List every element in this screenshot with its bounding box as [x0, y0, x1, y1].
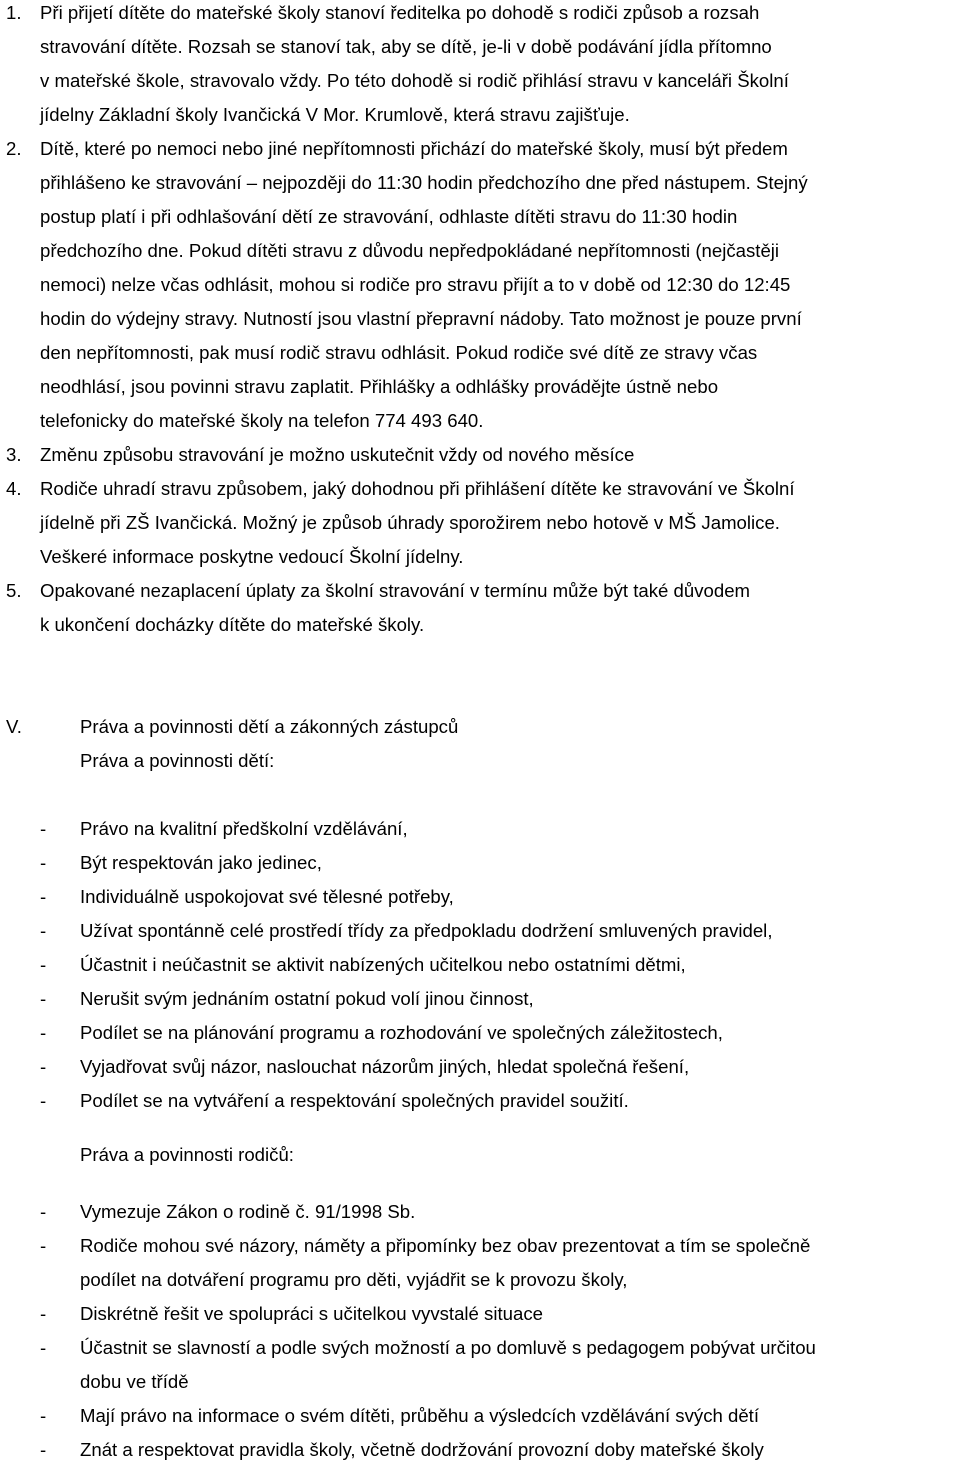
item-text-line: hodin do výdejny stravy. Nutností jsou vlastní přepravní nádoby. Tato možnost je pouze první: [40, 308, 802, 329]
item-text-line: Rodiče uhradí stravu způsobem, jaký dohodnou při přihlášení dítěte ke stravování ve Školní: [40, 478, 795, 499]
item-text-line: předchozího dne. Pokud dítěti stravu z důvodu nepředpokládané nepřítomnosti (nejčastěji: [40, 240, 780, 261]
list-item-text: Mají právo na informace o svém dítěti, průběhu a výsledcích vzdělávání svých dětí: [80, 1405, 760, 1426]
list-item-text: Rodiče mohou své názory, náměty a připomínky bez obav prezentovat a tím se společně: [80, 1235, 811, 1256]
dash-bullet: -: [40, 1303, 47, 1324]
dash-bullet: -: [40, 920, 47, 941]
section-number: V.: [6, 716, 22, 737]
list-item-text: Vymezuje Zákon o rodině č. 91/1998 Sb.: [80, 1201, 416, 1222]
list-item-text: podílet na dotváření programu pro děti, vyjádřit se k provozu školy,: [80, 1269, 628, 1290]
dash-bullet: -: [40, 852, 47, 873]
list-item-text: Znát a respektovat pravidla školy, včetně dodržování provozní doby mateřské školy: [80, 1439, 764, 1460]
dash-bullet: -: [40, 1022, 47, 1043]
dash-bullet: -: [40, 1439, 47, 1460]
list-item-text: Podílet se na plánování programu a rozhodování ve společných záležitostech,: [80, 1022, 723, 1043]
item-number: 2.: [6, 138, 22, 159]
item-text-line: den nepřítomnosti, pak musí rodič stravu odhlásit. Pokud rodiče své dítě ze stravy včas: [40, 342, 758, 363]
children-heading: Práva a povinnosti dětí:: [80, 750, 275, 771]
list-item-text: dobu ve třídě: [80, 1371, 189, 1392]
item-text-line: jídelně při ZŠ Ivančická. Možný je způsob úhrady sporožirem nebo hotově v MŠ Jamolice.: [40, 512, 780, 533]
list-item-text: Podílet se na vytváření a respektování společných pravidel soužití.: [80, 1090, 629, 1111]
dash-bullet: -: [40, 886, 47, 907]
item-text-line: v mateřské škole, stravovalo vždy. Po této dohodě si rodič přihlásí stravu v kanceláři Školní: [40, 70, 789, 91]
item-number: 3.: [6, 444, 22, 465]
item-text-line: nemoci) nelze včas odhlásit, mohou si rodiče pro stravu přijít a to v době od 12:30 do 12:45: [40, 274, 791, 295]
item-text-line: k ukončení docházky dítěte do mateřské školy.: [40, 614, 425, 635]
dash-bullet: -: [40, 1201, 47, 1222]
dash-bullet: -: [40, 954, 47, 975]
item-text-line: jídelny Základní školy Ivančická V Mor. Krumlově, která stravu zajišťuje.: [40, 104, 630, 125]
dash-bullet: -: [40, 988, 47, 1009]
dash-bullet: -: [40, 818, 47, 839]
section-title: Práva a povinnosti dětí a zákonných zástupců: [80, 716, 459, 737]
item-number: 1.: [6, 2, 22, 23]
item-number: 5.: [6, 580, 22, 601]
list-item-text: Individuálně uspokojovat své tělesné potřeby,: [80, 886, 454, 907]
item-text-line: neodhlásí, jsou povinni stravu zaplatit. Přihlášky a odhlášky provádějte ústně nebo: [40, 376, 719, 397]
item-text-line: Dítě, které po nemoci nebo jiné nepřítomnosti přichází do mateřské školy, musí být předem: [40, 138, 788, 159]
item-text-line: přihlášeno ke stravování – nejpozději do 11:30 hodin předchozího dne před nástupem. Stejný: [40, 172, 808, 193]
dash-bullet: -: [40, 1235, 47, 1256]
list-item-text: Diskrétně řešit ve spolupráci s učitelkou vyvstalé situace: [80, 1303, 543, 1324]
item-text-line: telefonicky do mateřské školy na telefon 774 493 640.: [40, 410, 484, 431]
item-text-line: postup platí i při odhlašování dětí ze stravování, odhlaste dítěti stravu do 11:30 hodin: [40, 206, 738, 227]
list-item-text: Vyjadřovat svůj názor, naslouchat názorům jiných, hledat společná řešení,: [80, 1056, 690, 1077]
dash-bullet: -: [40, 1056, 47, 1077]
list-item-text: Nerušit svým jednáním ostatní pokud volí jinou činnost,: [80, 988, 534, 1009]
item-text-line: Změnu způsobu stravování je možno uskutečnit vždy od nového měsíce: [40, 444, 635, 465]
dash-bullet: -: [40, 1090, 47, 1111]
list-item-text: Užívat spontánně celé prostředí třídy za předpokladu dodržení smluvených pravidel,: [80, 920, 773, 941]
dash-bullet: -: [40, 1405, 47, 1426]
item-number: 4.: [6, 478, 22, 499]
list-item-text: Právo na kvalitní předškolní vzdělávání,: [80, 818, 408, 839]
item-text-line: Opakované nezaplacení úplaty za školní stravování v termínu může být také důvodem: [40, 580, 751, 601]
item-text-line: Při přijetí dítěte do mateřské školy stanoví ředitelka po dohodě s rodiči způsob a rozsah: [40, 2, 760, 23]
list-item-text: Účastnit se slavností a podle svých možností a po domluvě s pedagogem pobývat určitou: [80, 1337, 816, 1358]
dash-bullet: -: [40, 1337, 47, 1358]
item-text-line: stravování dítěte. Rozsah se stanoví tak, aby se dítě, je-li v době podávání jídla přítomno: [40, 36, 772, 57]
list-item-text: Být respektován jako jedinec,: [80, 852, 322, 873]
item-text-line: Veškeré informace poskytne vedoucí Školní jídelny.: [40, 546, 464, 567]
list-item-text: Účastnit i neúčastnit se aktivit nabízených učitelkou nebo ostatními dětmi,: [80, 954, 686, 975]
parents-heading: Práva a povinnosti rodičů:: [80, 1144, 294, 1165]
